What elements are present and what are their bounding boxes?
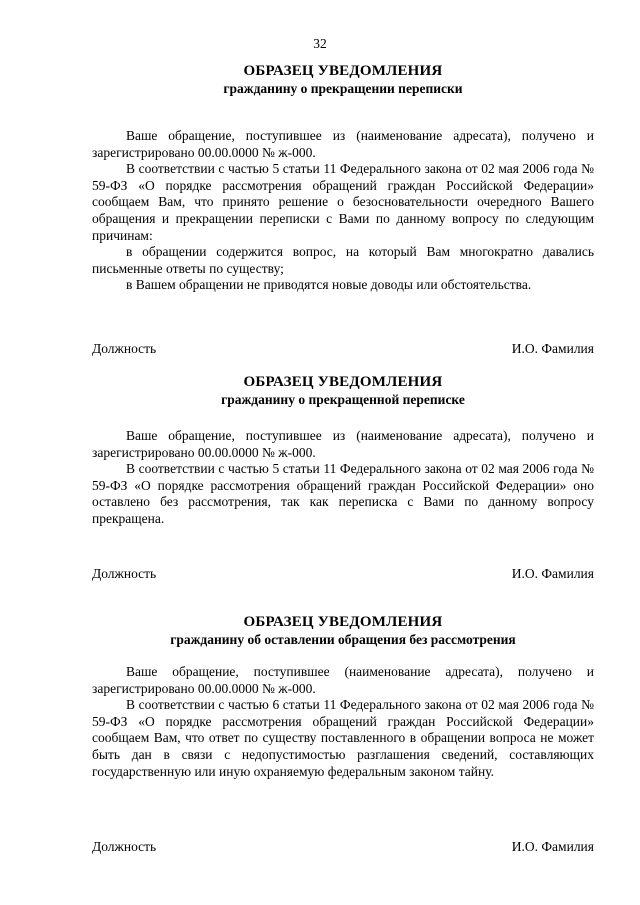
notice-section-1 <box>92 62 594 98</box>
paragraph: Ваше обращение, поступившее (наименование адресата), получено и зарегистрировано 00.00.0000 № ж-000. <box>92 664 594 696</box>
notice-body-1 <box>92 128 594 294</box>
section-subtitle: гражданину об оставлении обращения без рассмотрения <box>170 632 516 647</box>
notice-body-2 <box>92 428 594 528</box>
section-subtitle: гражданину о прекращении переписки <box>223 81 463 96</box>
paragraph: в Вашем обращении не приводятся новые доводы или обстоятельства. <box>126 277 532 293</box>
section-title: ОБРАЗЕЦ УВЕДОМЛЕНИЯ <box>243 374 443 390</box>
signature-name: И.О. Фамилия <box>511 839 594 854</box>
signature-position: Должность <box>92 839 157 854</box>
paragraph: Ваше обращение, поступившее из (наименование адресата), получено и зарегистрировано 00.00.0000 № ж-000. <box>92 128 594 160</box>
notice-section-3 <box>92 613 594 649</box>
paragraph: Ваше обращение, поступившее из (наименование адресата), получено и зарегистрировано 00.00.0000 № ж-000. <box>92 428 594 460</box>
signature-position: Должность <box>92 566 157 581</box>
paragraph: В соответствии с частью 5 статьи 11 Федерального закона от 02 мая 2006 года № 59-ФЗ «О порядке рассмотрения обращений граждан Российской Федерации» оно оставлено без рассмотрения, так как переписка с Вами по данному вопросу прекращена. <box>92 461 594 526</box>
paragraph: В соответствии с частью 6 статьи 11 Федерального закона от 02 мая 2006 года № 59-ФЗ «О порядке рассмотрения обращений граждан Российской Федерации» сообщаем Вам, что ответ по существу поставленного в обращении вопроса не может быть дан в связи с недопустимостью разглашения сведений, составляющих государственную или иную охраняемую федеральным законом тайну. <box>92 697 594 779</box>
signature-position: Должность <box>92 341 157 356</box>
notice-section-2 <box>92 373 594 409</box>
section-subtitle: гражданину о прекращенной переписке <box>221 392 465 407</box>
paragraph: в обращении содержится вопрос, на который Вам многократно давались письменные ответы по существу; <box>92 244 594 276</box>
section-title: ОБРАЗЕЦ УВЕДОМЛЕНИЯ <box>243 63 443 79</box>
paragraph: В соответствии с частью 5 статьи 11 Федерального закона от 02 мая 2006 года № 59-ФЗ «О порядке рассмотрения обращений граждан Российской Федерации» сообщаем Вам, что принято решение о безосновательности очередного Вашего обращения и прекращении переписки с Вами по данному вопросу по следующим причинам: <box>92 161 594 243</box>
signature-name: И.О. Фамилия <box>511 566 594 581</box>
notice-body-3 <box>92 664 594 780</box>
signature-name: И.О. Фамилия <box>511 341 594 356</box>
section-title: ОБРАЗЕЦ УВЕДОМЛЕНИЯ <box>243 614 443 630</box>
page-number: 32 <box>313 36 327 51</box>
